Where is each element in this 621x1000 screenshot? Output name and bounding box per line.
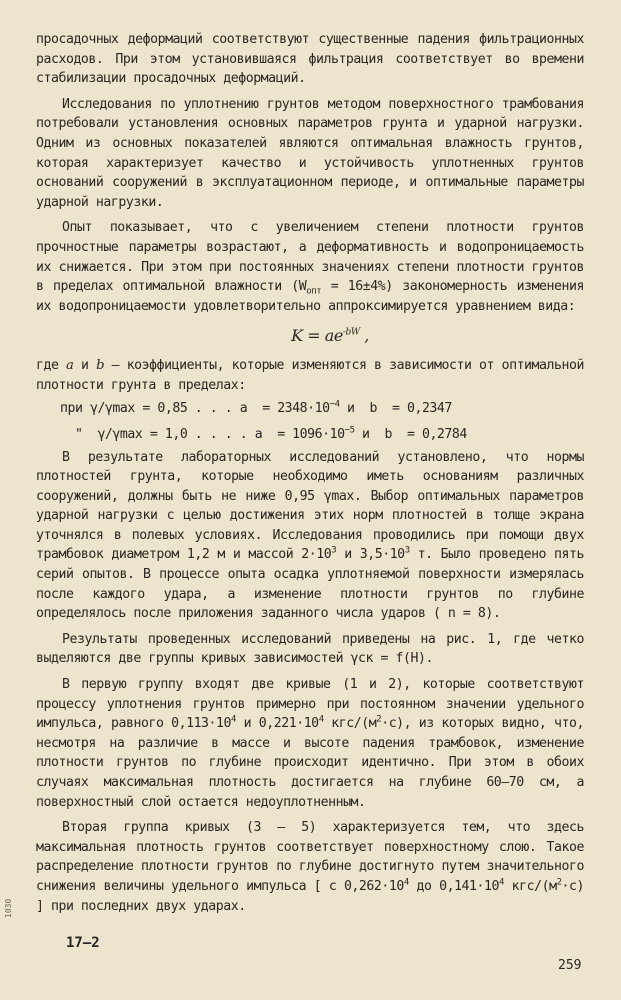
eq2-text: " γ/γmax = 1,0 . . . . a = 1096·10: [60, 426, 345, 442]
where-word: где: [36, 358, 59, 374]
eq2-end: и b = 0,2784: [354, 426, 467, 442]
p8-text-a: Вторая группа кривых (3 – 5) характеризуется тем, что здесь максимальная плотность грунтов соответствует поверхностному слою. Такое распределение плотности грунтов по глубине достигнуто путем значительного снижения величины удельного импульса [ с 0,262·10: [36, 820, 584, 894]
p8-text-d: ·с) ] при последних двух ударах.: [36, 878, 584, 914]
p5-text-a: В результате лабораторных исследований установлено, что нормы плотностей грунта, которые необходимо иметь основаниям различных сооружений, должны быть не ниже 0,95 γmax. Выбор оптимальных параметров ударной нагрузки с целью достижения этих норм плотностей в толще экрана уточнялся в полевых условиях. Исследования проводились при помощи двух трамбовок диаметром 1,2 м и массой 2·10: [36, 449, 584, 563]
paragraph-3: [36, 218, 584, 316]
p7-text-c: кгс/(м: [323, 716, 377, 732]
paragraph-8: [36, 818, 584, 916]
p5-text-c: т. Было проведено пять серий опытов. В процессе опыта осадка уплотняемой поверхности измерялась после каждого удара, а изменение плотности грунтов по глубине определялось после приложения заданного числа ударов ( n = 8).: [36, 547, 585, 622]
paragraph-6: Результаты проведенных исследований приведены на рис. 1, где четко выделяются две группы кривых зависимостей γск = f(H).: [36, 631, 584, 667]
eq2-exponent: −5: [344, 425, 355, 436]
p8-exp-1: 4: [403, 877, 409, 888]
coef-b: b: [96, 358, 105, 374]
paragraph-3-text: Опыт показывает, что с увеличением степени плотности грунтов прочностные параметры возрастают, а деформативность и водопроницаемость их снижается. При этом при постоянных значениях степени плотности грунтов в пределах оптимальной влажности (W: [36, 220, 584, 295]
p5-text-b: и 3,5·10: [336, 547, 405, 563]
eq1-text: при γ/γmax = 0,85 . . . a = 2348·10: [60, 400, 330, 416]
paragraph-4-text: – коэффициенты, которые изменяются в зависимости от оптимальной плотности грунта в пределах:: [36, 358, 584, 393]
formula-comma: ,: [364, 326, 369, 346]
paragraph-5: [36, 448, 584, 624]
eq1-end: и b = 0,2347: [339, 400, 452, 416]
equation-line-1: [36, 396, 584, 422]
paragraph-2: Исследования по уплотнению грунтов методом поверхностного трамбования потребовали установления основных параметров грунта и ударной нагрузки. Одним из основных показателей являются оптимальная влажность грунтов, которая характеризует качество и устойчивость уплотненных грунтов оснований сооружений в эксплуатационном периоде, и оптимальные параметры ударной нагрузки.: [36, 96, 584, 210]
p7-text-b: и 0,221·10: [236, 716, 319, 732]
coef-a: a: [66, 358, 74, 374]
and-word: и: [81, 358, 89, 374]
page-number: 259: [558, 958, 582, 973]
p7-exp-3: 2: [376, 714, 382, 725]
formula-main: K = ae: [291, 326, 343, 346]
p7-text-d: ·с), из которых видно, что, несмотря на различие в массе и высоте падения трамбовок, изменение плотности грунтов по глубине происходит идентично. При этом в обоих случаях максимальная плотность достигается на глубине 60–70 см, а поверхностный слой остается недоуплотненным.: [36, 716, 585, 810]
p8-exp-2: 4: [499, 877, 504, 888]
p8-exp-3: 2: [556, 877, 562, 888]
p5-exp-1: 3: [331, 546, 337, 557]
paragraph-4: [36, 356, 584, 395]
permeability-formula: [36, 316, 584, 356]
body-text: [36, 30, 584, 916]
p8-text-c: кгс/(м: [503, 878, 557, 894]
p7-exp-2: 4: [318, 714, 324, 725]
margin-mark: 1030: [4, 898, 13, 918]
p7-text-a: В первую группу входят две кривые (1 и 2), которые соответствуют процессу уплотнения грунтов примерно при постоянном значении удельного импульса, равного 0,113·10: [36, 677, 584, 732]
paragraph-1: просадочных деформаций соответствуют существенные падения фильтрационных расходов. При этом установившаяся фильтрация соответствует во времени стабилизации просадочных деформаций.: [36, 32, 584, 87]
paragraph-7: [36, 675, 584, 812]
formula-exponent: -bW: [342, 327, 360, 338]
w-opt-subscript: опт: [306, 286, 322, 297]
paragraph-3-end: = 16±4%) закономерность изменения их водопроницаемости удовлетворительно аппроксимируется уравнением вида:: [36, 279, 584, 314]
p8-text-b: до 0,141·10: [408, 878, 500, 894]
eq1-exponent: −4: [329, 399, 340, 410]
p5-exp-2: 3: [404, 546, 410, 557]
equation-line-2: [36, 422, 584, 448]
signature-mark: 17–2: [66, 935, 100, 951]
p7-exp-1: 4: [231, 714, 236, 725]
